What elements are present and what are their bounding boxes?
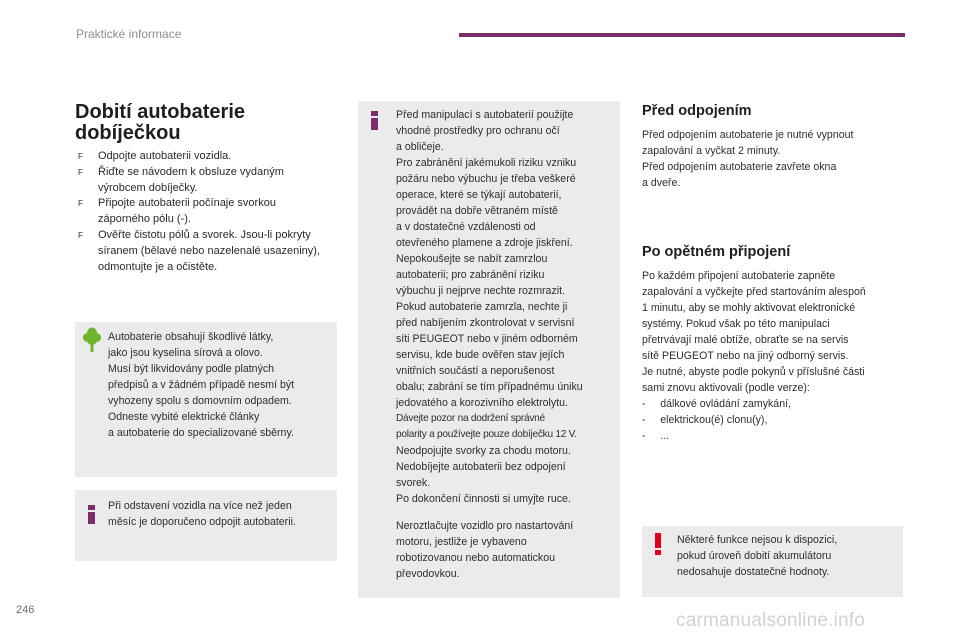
list-item xyxy=(75,196,330,228)
header-rule xyxy=(459,33,905,37)
section-heading-before-disconnect: Před odpojením xyxy=(642,103,752,119)
text-line: a dveře. xyxy=(642,177,681,189)
list-item-text: Připojte autobaterii počínaje svorkou záporného pólu (-). xyxy=(98,197,276,226)
text-line: - ... xyxy=(642,430,670,442)
text-line: vyhozeny spolu s domovním odpadem. xyxy=(108,395,292,407)
text-line: pokud úroveň dobití akumulátoru xyxy=(677,550,832,562)
bullet-marker: F xyxy=(78,199,83,209)
storage-info-box xyxy=(75,490,337,561)
warning-box xyxy=(642,526,903,597)
text-line: a v dostatečné vzdálenosti od xyxy=(396,221,536,233)
warning-icon xyxy=(654,533,662,555)
warning-text xyxy=(677,532,897,580)
text-line: provádět na dobře větraném místě xyxy=(396,205,558,217)
list-item-text: Ověřte čistotu pólů a svorek. Jsou-li pokryty síranem (bělavé nebo nazelenalé usazeniny), odmontujte je a očistěte. xyxy=(98,228,320,273)
text-line: systémy. Pokud však po této manipulaci xyxy=(642,318,830,330)
page-number: 246 xyxy=(16,604,35,616)
text-line: vnitřních součástí a neporušenost xyxy=(396,365,555,377)
text-line: otevřeného plamene a zdroje jiskření. xyxy=(396,237,573,249)
text-line: před nabíjením zkontrolovat v servisní xyxy=(396,317,575,329)
text-line: jako jsou kyselina sírová a olovo. xyxy=(108,347,263,359)
text-line: Po dokončení činnosti si umyjte ruce. xyxy=(396,493,571,505)
text-line: nedosahuje dostatečné hodnoty. xyxy=(677,566,830,578)
text-line: Některé funkce nejsou k dispozici, xyxy=(677,534,838,546)
bullet-marker: F xyxy=(78,152,83,161)
text-line: Pokud autobaterie zamrzla, nechte ji xyxy=(396,301,568,313)
section-heading-after-reconnect: Po opětném připojení xyxy=(642,244,791,260)
info-icon xyxy=(88,505,95,524)
safety-info-box xyxy=(358,101,620,598)
text-line: sami znovu aktivovali (podle verze): xyxy=(642,382,810,394)
text-line: převodovkou. xyxy=(396,568,460,580)
text-line: měsíc je doporučeno odpojit autobaterii. xyxy=(108,516,296,528)
text-line: vhodné prostředky pro ochranu očí xyxy=(396,125,560,137)
text-line: Při odstavení vozidla na více než jeden xyxy=(108,500,292,512)
text-line: polarity a používejte pouze dobíječku 12 V. xyxy=(396,429,577,440)
info-icon xyxy=(371,111,378,130)
text-line: síti PEUGEOT nebo v jiném odborném xyxy=(396,333,578,345)
text-line: Před manipulací s autobaterií použijte xyxy=(396,109,574,121)
text-line: zapalování a vyčkat 2 minuty. xyxy=(642,145,781,157)
text-line: 1 minutu, aby se mohly aktivovat elektronické xyxy=(642,302,856,314)
eco-tree-icon xyxy=(83,327,101,353)
text-line: Odneste vybité elektrické články xyxy=(108,411,260,423)
text-line: a autobaterie do specializované sběrny. xyxy=(108,427,294,439)
safety-info-text xyxy=(396,107,618,582)
text-line: Pro zabránění jakémukoli riziku vzniku xyxy=(396,157,577,169)
before-disconnect-text xyxy=(642,127,910,191)
text-line: svorek. xyxy=(396,477,431,489)
text-line: Před odpojením autobaterie zavřete okna xyxy=(642,161,837,173)
text-line: Nepokoušejte se nabít zamrzlou xyxy=(396,253,548,265)
text-line: Musí být likvidovány podle platných xyxy=(108,363,275,375)
text-line: Po každém připojení autobaterie zapněte xyxy=(642,270,836,282)
text-line: zapalování a vyčkejte před startováním alespoň xyxy=(642,286,866,298)
text-line: - dálkové ovládání zamykání, xyxy=(642,398,791,410)
text-line: jedovatého a korozivního elektrolytu. xyxy=(396,397,568,409)
bullet-marker: F xyxy=(78,230,83,240)
text-line: Neodpojujte svorky za chodu motoru. xyxy=(396,445,571,457)
list-item-text: Odpojte autobaterii vozidla. xyxy=(98,150,232,162)
text-line: výbuchu ji nejprve nechte rozmrazit. xyxy=(396,285,565,297)
text-line: robotizovanou nebo automatickou xyxy=(396,552,556,564)
text-line: přetrvávají malé obtíže, obraťte se na servis xyxy=(642,334,849,346)
list-item xyxy=(75,149,330,165)
text-line: autobaterii; pro zabránění riziku xyxy=(396,269,545,281)
text-line: a obličeje. xyxy=(396,141,444,153)
title-line-1: Dobití autobaterie xyxy=(75,101,246,123)
storage-info-text xyxy=(108,498,333,530)
text-line: - elektrickou(é) clonu(y), xyxy=(642,414,768,426)
text-line: Před odpojením autobaterie je nutné vypnout xyxy=(642,129,854,141)
list-item xyxy=(75,165,330,197)
text-line: sítě PEUGEOT nebo na jiný odborný servis. xyxy=(642,350,849,362)
text-line: obalu; zabrání se tím případnému úniku xyxy=(396,381,583,393)
bullet-marker: F xyxy=(78,167,83,177)
list-item xyxy=(75,228,330,275)
list-item-text: Řiďte se návodem k obsluze vydaným výrobcem dobíječky. xyxy=(98,165,284,194)
watermark: carmanualsonline.info xyxy=(676,610,866,631)
text-line: předpisů a v žádném případě nesmí být xyxy=(108,379,295,391)
title-line-2: dobíječkou xyxy=(75,122,181,144)
page-title xyxy=(75,102,325,144)
section-header: Praktické informace xyxy=(76,27,182,41)
steps-list xyxy=(75,149,330,275)
text-line: operace, které se týkají autobaterií, xyxy=(396,189,562,201)
text-line: motoru, jestliže je vybaveno xyxy=(396,536,527,548)
eco-note-text xyxy=(108,329,330,441)
after-reconnect-text xyxy=(642,268,910,444)
text-line: Autobaterie obsahují škodlivé látky, xyxy=(108,331,274,343)
text-line: Nedobíjejte autobaterii bez odpojení xyxy=(396,461,566,473)
text-line: servisu, kde bude ověřen stav jejích xyxy=(396,349,565,361)
text-line: Neroztlačujte vozidlo pro nastartování xyxy=(396,520,574,532)
text-line: Je nutné, abyste podle pokynů v příslušné části xyxy=(642,366,865,378)
eco-note-box xyxy=(75,322,337,477)
text-line: požáru nebo výbuchu je třeba veškeré xyxy=(396,173,576,185)
text-line: Dávejte pozor na dodržení správné xyxy=(396,413,545,424)
